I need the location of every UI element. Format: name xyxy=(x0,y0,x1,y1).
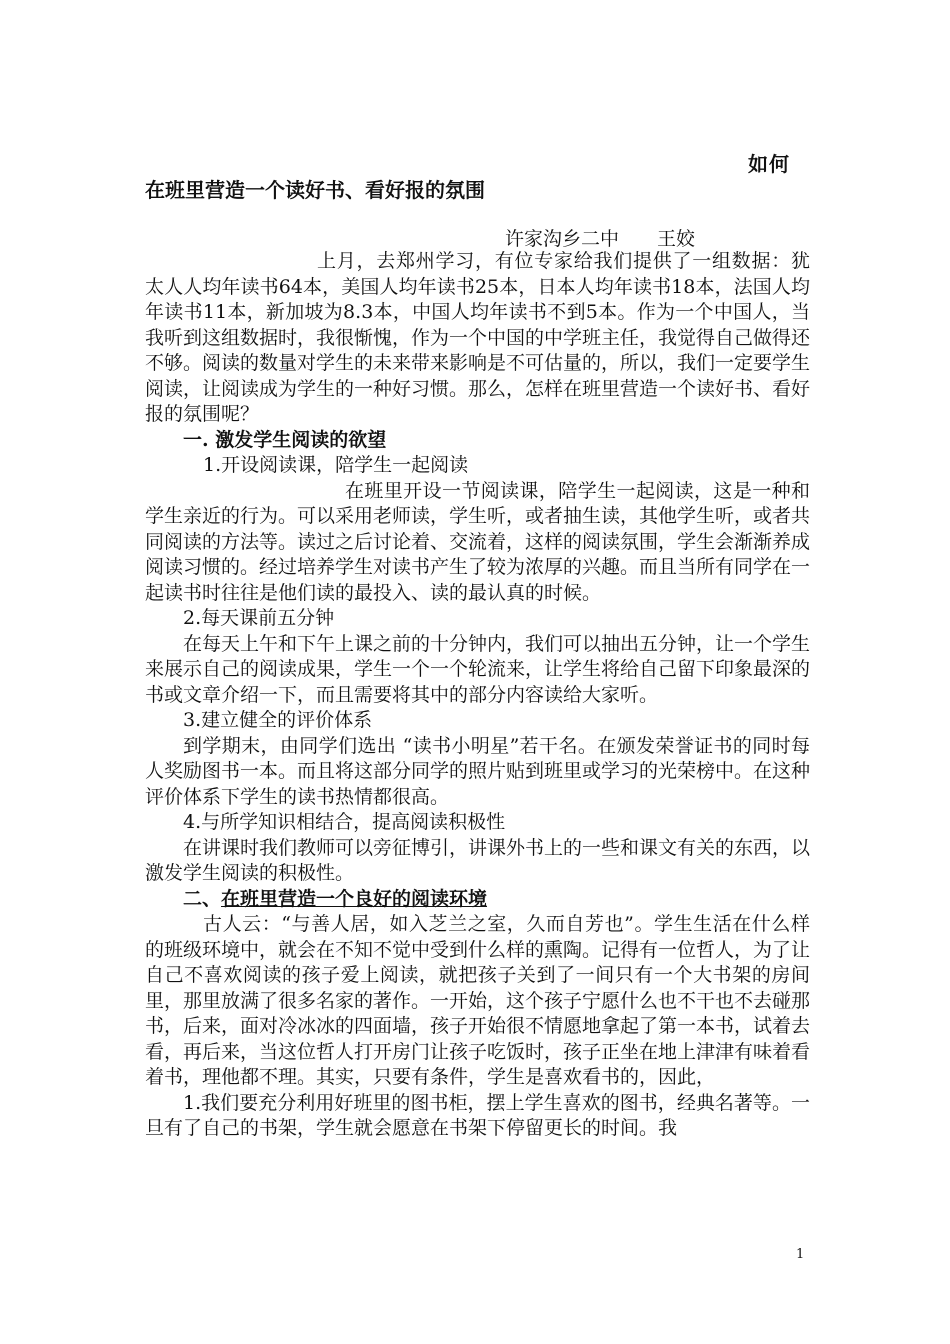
section-number-2: 二、 xyxy=(183,887,222,910)
paragraph-1-3: 到学期末，由同学们选出 “读书小明星”若干名。在颁发荣誉证书的同时每人奖励图书一本。而且将这部分同学的照片贴到班里或学习的光荣榜中。在这种评价体系下学生的读书热情都很高。 xyxy=(145,734,811,808)
section-title-2: 在班里营造一个良好的阅读环境 xyxy=(221,887,488,910)
author-line: 许家沟乡二中 王姣 xyxy=(505,228,696,250)
paragraph-1-1: 在班里开设一节阅读课，陪学生一起阅读，这是一种和学生亲近的行为。可以采用老师读，学生听，或者抽生读，其他学生听，或者共同阅读的方法等。读过之后讨论着、交流着，这样的阅读氛围，学生会渐渐养成阅读习惯的。经过培养学生对读书产生了较为浓厚的兴趣。而且当所有同学在一起读书时往往是他们读的最投入、读的最认真的时候。 xyxy=(145,479,811,604)
paragraph-1-2: 在每天上午和下午上课之前的十分钟内，我们可以抽出五分钟，让一个学生来展示自己的阅读成果，学生一个一个轮流来，让学生将给自己留下印象最深的书或文章介绍一下，而且需要将其中的部分内容读给大家听。 xyxy=(145,632,811,706)
subheading-1-4: 4.与所学知识相结合，提高阅读积极性 xyxy=(183,811,506,833)
subheading-1-2: 2.每天课前五分钟 xyxy=(183,607,335,629)
section-heading-1: 一. 激发学生阅读的欲望 xyxy=(183,428,387,451)
subheading-1-1: 1.开设阅读课，陪学生一起阅读 xyxy=(203,454,469,476)
paragraph-1-4: 在讲课时我们教师可以旁征博引，讲课外书上的一些和课文有关的东西，以激发学生阅读的积极性。 xyxy=(145,836,811,884)
title-part-1: 如何 xyxy=(748,152,790,176)
section-heading-2 xyxy=(145,887,810,913)
title-part-2: 在班里营造一个读好书、看好报的氛围 xyxy=(145,178,485,202)
paragraph-2-intro: 古人云：“与善人居，如入芝兰之室，久而自芳也”。学生生活在什么样的班级环境中，就会在不知不觉中受到什么样的熏陶。记得有一位哲人，为了让自己不喜欢阅读的孩子爱上阅读，就把孩子关到了一间只有一个大书架的房间里，那里放满了很多名家的著作。一开始，这个孩子宁愿什么也不干也不去碰那书，后来，面对冷冰冰的四面墙，孩子开始很不情愿地拿起了第一本书，试着去看，再后来，当这位哲人打开房门让孩子吃饭时，孩子正坐在地上津津有味着看着书，理他都不理。其实，只要有条件，学生是喜欢看书的，因此， xyxy=(145,913,811,1088)
intro-paragraph: 上月，去郑州学习，有位专家给我们提供了一组数据：犹太人人均年读书64本，美国人均年读书25本，日本人均年读书18本，法国人均年读书11本，新加坡为8.3本，中国人均年读书不到5本。作为一个中国人，当我听到这组数据时，我很惭愧，作为一个中国的中学班主任，我觉得自己做得还不够。阅读的数量对学生的未来带来影响是不可估量的，所以，我们一定要学生阅读，让阅读成为学生的一种好习惯。那么，怎样在班里营造一个读好书、看好报的氛围呢？ xyxy=(145,250,811,425)
page-number: 1 xyxy=(796,1247,805,1262)
paragraph-2-1: 1.我们要充分利用好班里的图书柜，摆上学生喜欢的图书，经典名著等。一旦有了自己的书架，学生就会愿意在书架下停留更长的时间。我 xyxy=(145,1091,810,1139)
subheading-1-3: 3.建立健全的评价体系 xyxy=(183,709,373,731)
body-text xyxy=(145,249,810,1142)
